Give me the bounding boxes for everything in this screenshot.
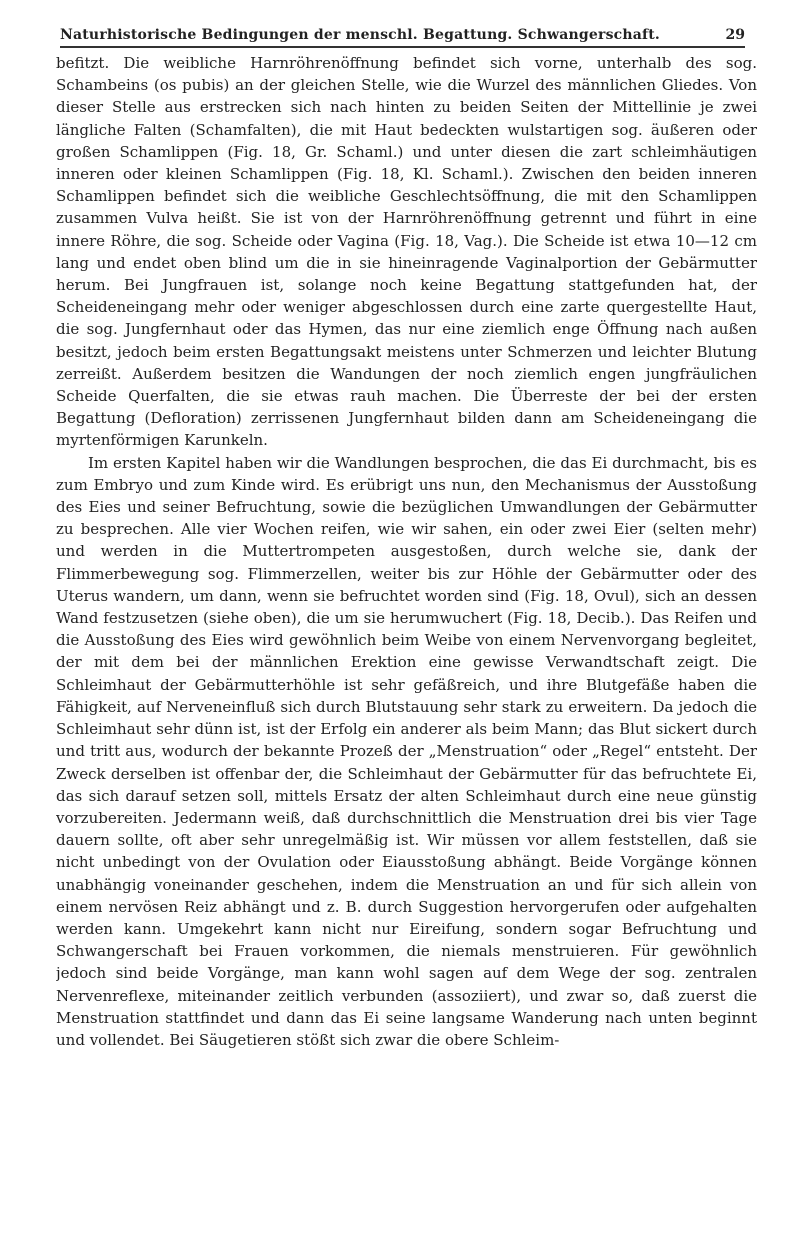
running-title: Naturhistorische Bedingungen der menschl. Begattung. Schwangerschaft. bbox=[60, 27, 660, 43]
paragraph: Im ersten Kapitel haben wir die Wandlungen besprochen, die das Ei durchmacht, bis es zum Embryo und zum Kinde wird. Es erübrigt uns nun, den Mechanismus der Ausstoßung des Eies und seiner Befruchtung, sowie die bezüglichen Umwandlungen der Gebärmutter zu besprechen. Alle vier Wochen reifen, wie wir sahen, ein oder zwei Eier (selten mehr) und werden in die Muttertrompeten ausgestoßen, durch welche sie, dank der Flimmerbewegung sog. Flimmerzellen, weiter bis zur Höhle der Gebärmutter oder des Uterus wandern, um dann, wenn sie befruchtet worden sind (Fig. 18, Ovul), sich an dessen Wand festzusetzen (siehe oben), die um sie herumwuchert (Fig. 18, Decib.). Das Reifen und die Ausstoßung des Eies wird gewöhnlich beim Weibe von einem Nervenvorgang begleitet, der mit dem bei der männlichen Erektion eine gewisse Verwandtschaft zeigt. Die Schleimhaut der Gebärmutterhöhle ist sehr gefäßreich, und ihre Blutgefäße haben die Fähigkeit, auf Nerveneinfluß sich durch Blutstauung sehr stark zu erweitern. Da jedoch die Schleimhaut sehr dünn ist, ist der Erfolg ein anderer als beim Mann; das Blut sickert durch und tritt aus, wodurch der bekannte Prozeß der „Menstruation“ oder „Regel“ entsteht. Der Zweck derselben ist offenbar der, die Schleimhaut der Gebärmutter für das befruchtete Ei, das sich darauf setzen soll, mittels Ersatz der alten Schleimhaut durch eine neue günstig vorzubereiten. Jedermann weiß, daß durchschnittlich die Menstruation drei bis vier Tage dauern sollte, oft aber sehr unregelmäßig ist. Wir müssen vor allem feststellen, daß sie nicht unbedingt von der Ovulation oder Eiausstoßung abhängt. Beide Vorgänge können unabhängig voneinander geschehen, indem die Menstruation an und für sich allein von einem nervösen Reiz abhängt und z. B. durch Suggestion hervorgerufen oder aufgehalten werden kann. Umgekehrt kann nicht nur Eireifung, sondern sogar Befruchtung und Schwangerschaft bei Frauen vorkommen, die niemals menstruieren. Für gewöhnlich jedoch sind beide Vorgänge, man kann wohl sagen auf dem Wege der sog. zentralen Nervenreflexe, miteinander zeitlich verbunden (assoziiert), und zwar so, daß zuerst die Menstruation stattfindet und dann das Ei seine langsame Wanderung nach unten beginnt und vollendet. Bei Säugetieren stößt sich zwar die obere Schleim- bbox=[56, 453, 757, 1049]
body-text bbox=[56, 52, 757, 1241]
page-number: 29 bbox=[725, 27, 745, 43]
paragraph: befitzt. Die weibliche Harnröhrenöffnung befindet sich vorne, unterhalb des sog. Schambeins (os pubis) an der gleichen Stelle, wie die Wurzel des männlichen Gliedes. Von dieser Stelle aus erstrecken sich nach hinten zu beiden Seiten der Mittellinie je zwei längliche Falten (Schamfalten), die mit Haut bedeckten wulstartigen sog. äußeren oder großen Schamlippen (Fig. 18, Gr. Schaml.) und unter diesen die zart schleimhäutigen inneren oder kleinen Schamlippen (Fig. 18, Kl. Schaml.). Zwischen den beiden inneren Schamlippen befindet sich die weibliche Geschlechtsöffnung, die mit den Schamlippen zusammen Vulva heißt. Sie ist von der Harnröhrenöffnung getrennt und führt in eine innere Röhre, die sog. Scheide oder Vagina (Fig. 18, Vag.). Die Scheide ist etwa 10—12 cm lang und endet oben blind um die in sie hineinragende Vaginalportion der Gebärmutter herum. Bei Jungfrauen ist, solange noch keine Begattung stattgefunden hat, der Scheideneingang mehr oder weniger abgeschlossen durch eine zarte quergestellte Haut, die sog. Jungfernhaut oder das Hymen, das nur eine ziemlich enge Öffnung nach außen besitzt, jedoch beim ersten Begattungsakt meistens unter Schmerzen und leichter Blutung zerreißt. Außerdem besitzen die Wandungen der noch ziemlich engen jungfräulichen Scheide Querfalten, die sie etwas rauh machen. Die Überreste der bei der ersten Begattung (Defloration) zerrissenen Jungfernhaut bilden dann am Scheideneingang die myrtenförmigen Karunkeln. bbox=[56, 54, 757, 450]
running-header bbox=[60, 20, 745, 48]
